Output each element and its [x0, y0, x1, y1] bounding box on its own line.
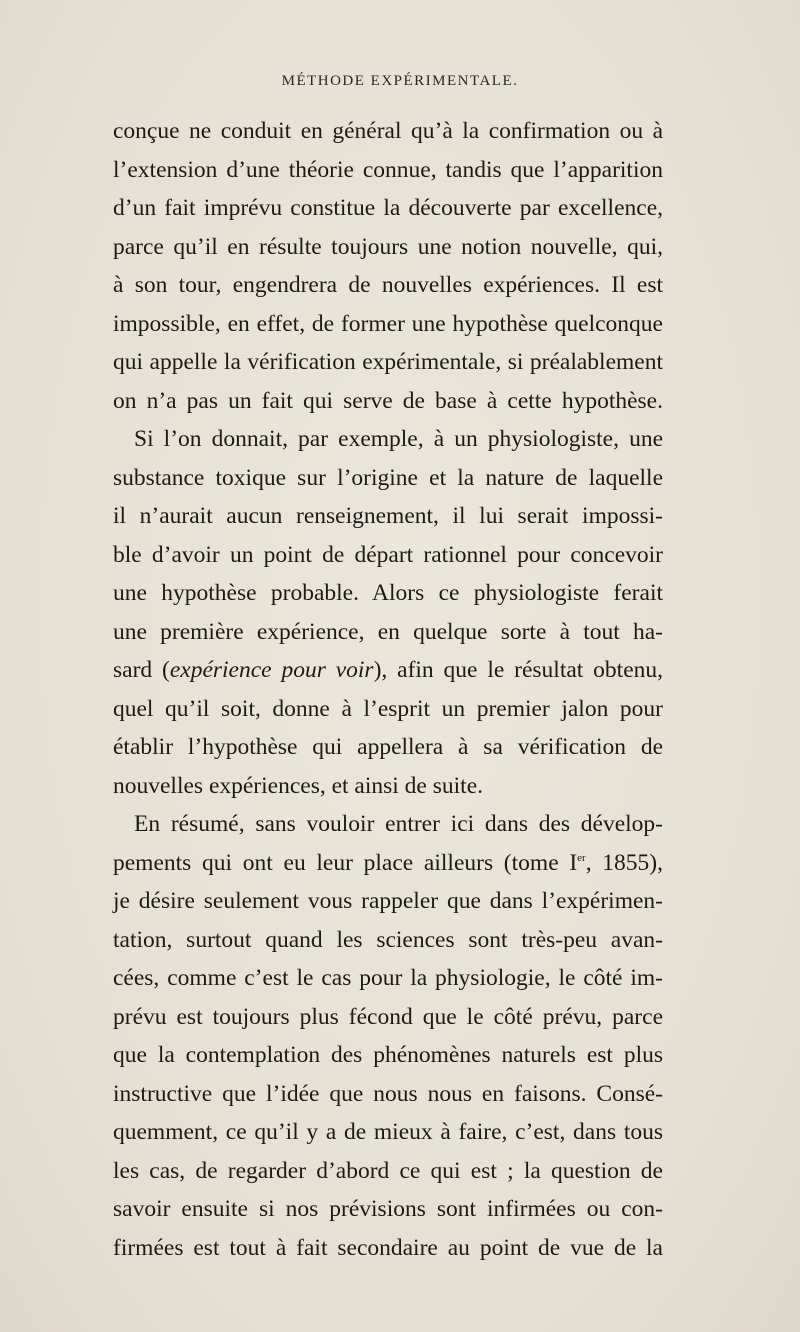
text-line: une première expérience, en quelque sorte à tout ha- — [113, 618, 663, 645]
paragraph-start-line: En résumé, sans vouloir entrer ici dans des dévelop- — [134, 811, 663, 837]
text-line: prévu est toujours plus fécond que le côté prévu, parce — [113, 1003, 663, 1030]
text-line: instructive que l’idée que nous nous en faisons. Consé- — [113, 1080, 663, 1107]
text-segment: , 1855), — [585, 849, 664, 876]
text-line: nouvelles expériences, et ainsi de suite. — [113, 772, 483, 799]
text-line: l’extension d’une théorie connue, tandis que l’apparition — [113, 156, 663, 183]
text-segment: ), afin que le résultat obtenu, — [373, 657, 663, 683]
running-header: MÉTHODE EXPÉRIMENTALE. — [281, 73, 519, 89]
text-line: conçue ne conduit en général qu’à la confirmation ou à — [113, 118, 663, 144]
text-line: d’un fait imprévu constitue la découverte par excellence, — [113, 195, 663, 221]
text-line: parce qu’il en résulte toujours une notion nouvelle, qui, — [113, 233, 663, 260]
italic-phrase: expérience pour voir — [169, 657, 374, 683]
text-line: ble d’avoir un point de départ rationnel pour concevoir — [113, 541, 663, 568]
text-line: je désire seulement vous rappeler que dans l’expérimen- — [113, 888, 663, 914]
text-line: substance toxique sur l’origine et la nature de laquelle — [113, 464, 663, 491]
text-line-with-superscript — [113, 844, 663, 883]
text-line: impossible, en effet, de former une hypothèse quelconque — [113, 310, 663, 337]
text-segment: pements qui ont eu leur place ailleurs (tome I — [113, 849, 578, 876]
text-line: qui appelle la vérification expérimentale, si préalablement — [113, 349, 663, 375]
text-line: cées, comme c’est le cas pour la physiologie, le côté im- — [113, 965, 663, 991]
text-line-with-italic — [113, 651, 663, 690]
text-line: quel qu’il soit, donne à l’esprit un premier jalon pour — [113, 695, 663, 722]
superscript: er — [577, 851, 586, 864]
text-line: quemment, ce qu’il y a de mieux à faire, c’est, dans tous — [113, 1119, 663, 1145]
text-line: on n’a pas un fait qui serve de base à cette hypothèse. — [113, 387, 663, 414]
text-line: firmées est tout à fait secondaire au point de vue de la — [113, 1234, 663, 1261]
text-line: il n’aurait aucun renseignement, il lui serait impossi- — [113, 503, 663, 529]
paragraph-start-line: Si l’on donnait, par exemple, à un physiologiste, une — [134, 426, 663, 452]
text-segment: sard ( — [113, 657, 170, 683]
text-line: les cas, de regarder d’abord ce qui est ; la question de — [113, 1157, 663, 1184]
text-line: à son tour, engendrera de nouvelles expériences. Il est — [113, 272, 663, 298]
text-line: une hypothèse probable. Alors ce physiologiste ferait — [113, 580, 663, 606]
text-line: établir l’hypothèse qui appellera à sa vérification de — [113, 734, 663, 760]
body-text — [113, 112, 663, 1267]
text-line: que la contemplation des phénomènes naturels est plus — [113, 1042, 663, 1068]
text-line: tation, surtout quand les sciences sont très-peu avan- — [113, 926, 663, 953]
text-line: savoir ensuite si nos prévisions sont infirmées ou con- — [113, 1196, 663, 1222]
